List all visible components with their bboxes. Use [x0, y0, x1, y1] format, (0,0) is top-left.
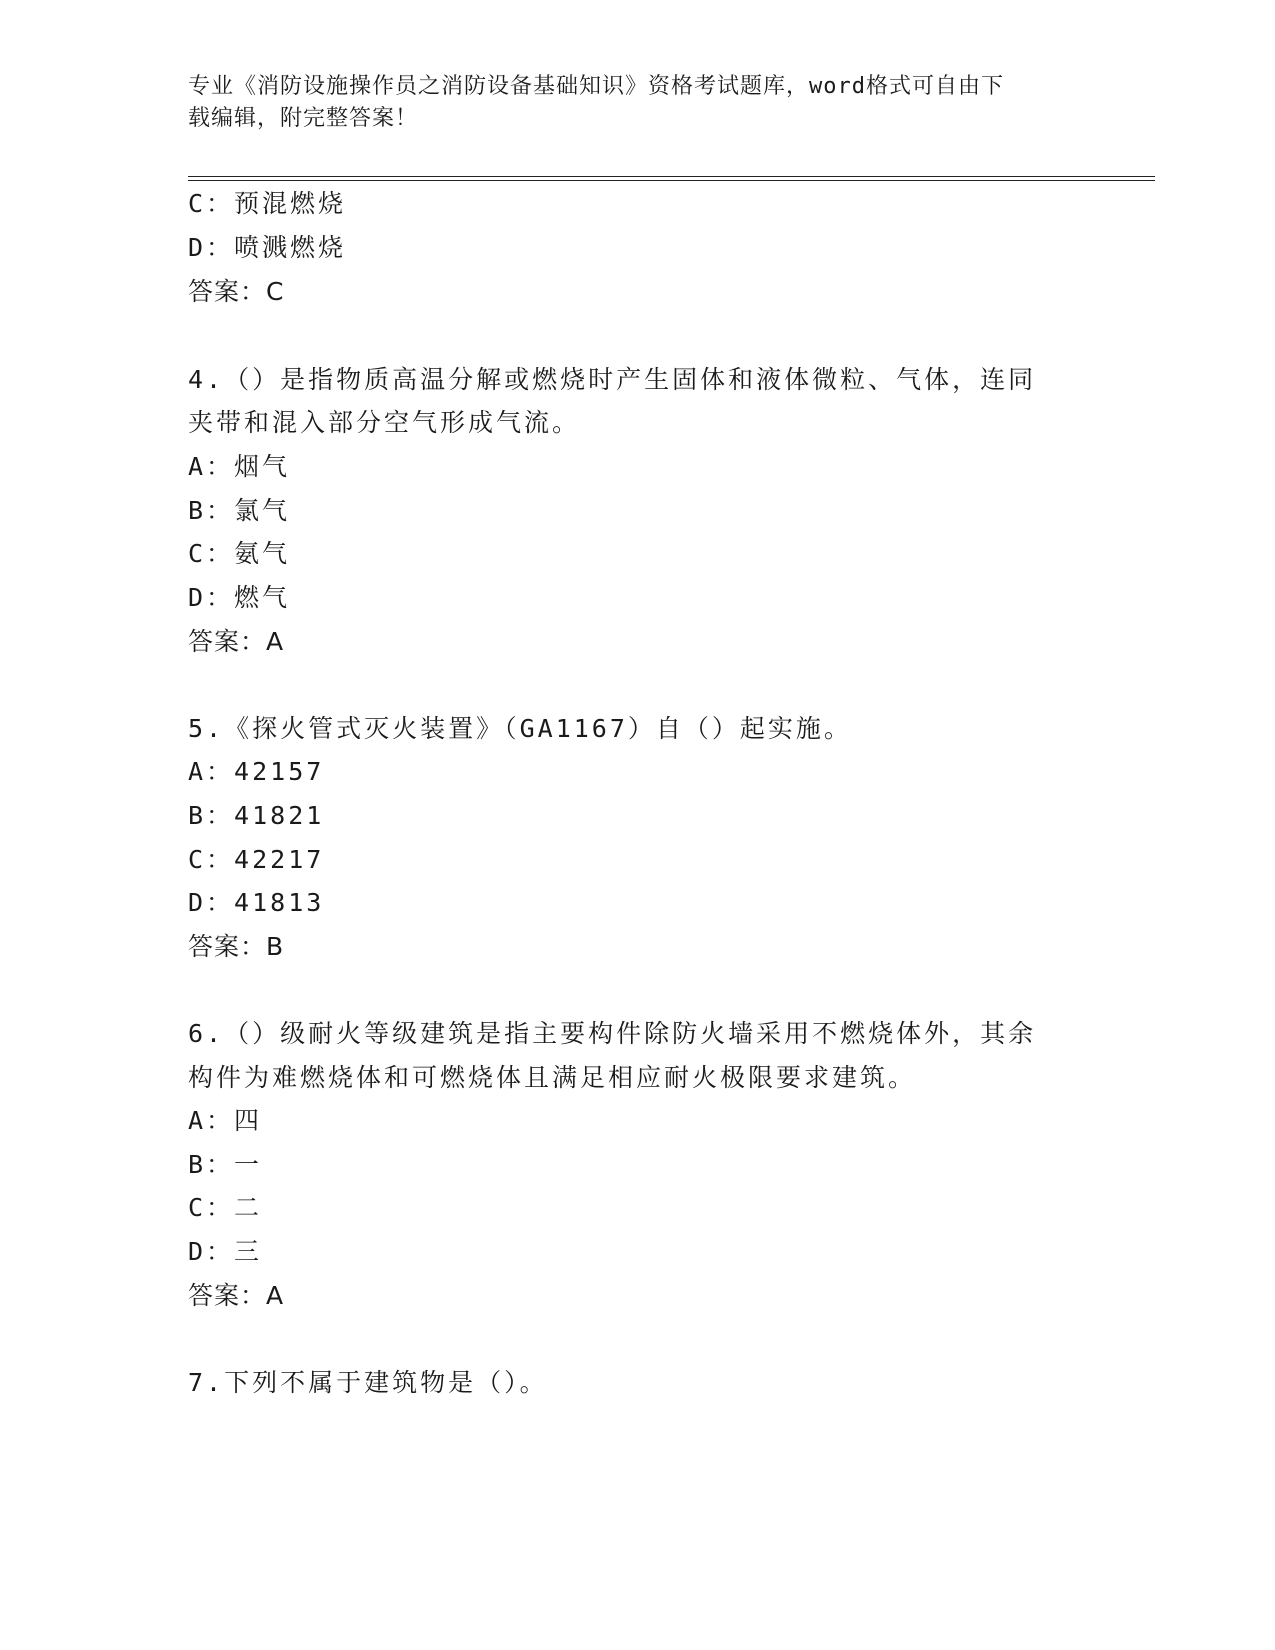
q5-option-c: C：42217	[188, 845, 325, 874]
q5-answer: 答案：B	[188, 932, 285, 961]
q7-stem: 7.下列不属于建筑物是（）。	[188, 1368, 548, 1397]
q6-option-a: A：四	[188, 1106, 263, 1135]
q4-answer: 答案：A	[188, 627, 285, 656]
q3-option-d: D：喷溅燃烧	[188, 233, 347, 262]
header-rule-top	[188, 176, 1155, 177]
q4-option-b: B：氯气	[188, 496, 291, 525]
q4-stem-line-1: 4.（）是指物质高温分解或燃烧时产生固体和液体微粒、气体，连同	[188, 365, 1037, 394]
document-title-line-1: 专业《消防设施操作员之消防设备基础知识》资格考试题库，word格式可自由下	[188, 74, 1004, 99]
q3-answer: 答案：C	[188, 277, 285, 306]
document-title-line-2: 载编辑，附完整答案！	[188, 106, 419, 131]
q4-option-d: D：燃气	[188, 583, 291, 612]
q5-option-d: D：41813	[188, 888, 325, 917]
q4-option-c: C：氨气	[188, 539, 291, 568]
q5-option-a: A：42157	[188, 757, 325, 786]
q6-option-b: B：一	[188, 1150, 263, 1179]
header-rule-bottom	[188, 180, 1155, 181]
q6-option-c: C：二	[188, 1193, 263, 1222]
q6-stem-line-1: 6.（）级耐火等级建筑是指主要构件除防火墙采用不燃烧体外，其余	[188, 1019, 1037, 1048]
q5-stem: 5.《探火管式灭火装置》（GA1167）自（）起实施。	[188, 714, 852, 743]
q6-stem-line-2: 构件为难燃烧体和可燃烧体且满足相应耐火极限要求建筑。	[188, 1063, 917, 1092]
q4-stem-line-2: 夹带和混入部分空气形成气流。	[188, 408, 581, 437]
q3-option-c: C：预混燃烧	[188, 189, 347, 218]
q6-answer: 答案：A	[188, 1281, 285, 1310]
q6-option-d: D：三	[188, 1237, 263, 1266]
q4-option-a: A：烟气	[188, 452, 291, 481]
q5-option-b: B：41821	[188, 801, 325, 830]
